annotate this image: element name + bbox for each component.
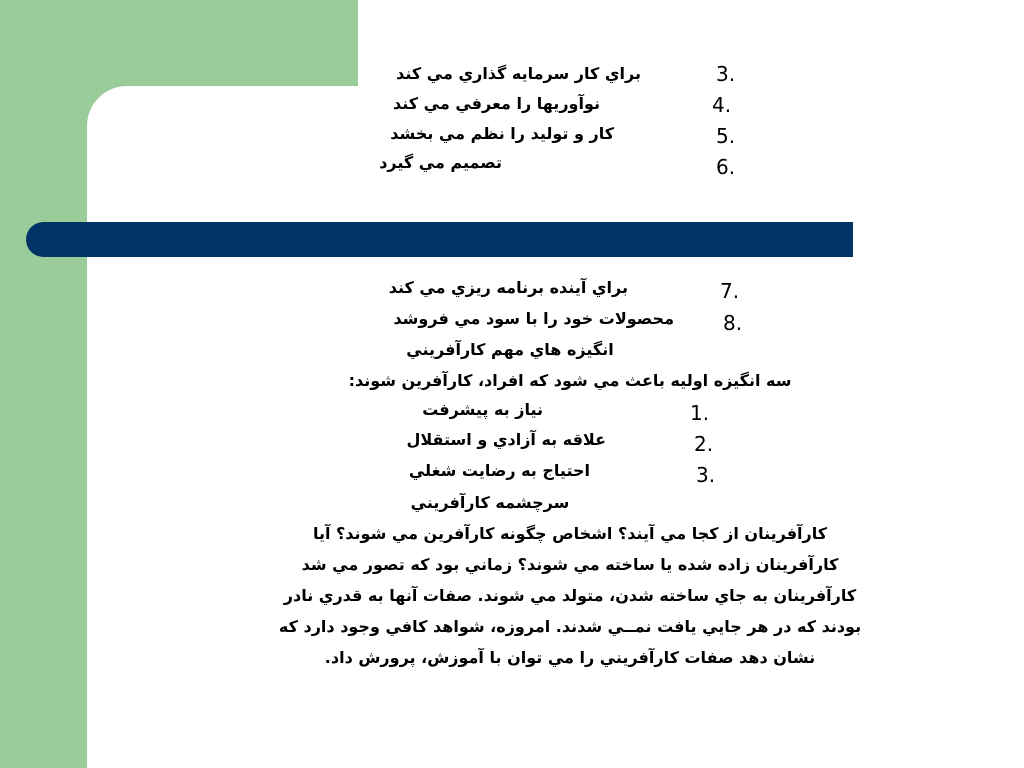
list-number: 6.: [716, 155, 736, 179]
list-number: 2.: [694, 432, 714, 456]
list-item: كار و توليد را نظم مي بخشد: [390, 124, 614, 143]
list-item: نياز به پيشرفت: [422, 400, 543, 419]
list-number: 5.: [716, 124, 736, 148]
list-number: 7.: [720, 279, 740, 303]
list-item: براي آينده برنامه ريزي مي كند: [388, 278, 628, 297]
heading-source: سرچشمه كارآفريني: [410, 493, 570, 512]
list-number: 3.: [696, 463, 716, 487]
list-number: 3.: [716, 62, 736, 86]
intro-text: سه انگيزه اوليه باعث مي شود كه افراد، كارآفرين شوند:: [348, 371, 792, 390]
list-item: محصولات خود را با سود مي فروشد: [393, 309, 674, 328]
divider-bar: [26, 222, 853, 257]
paragraph-line: نشان دهد صفات كارآفريني را مي توان با آموزش، پرورش داد.: [324, 648, 816, 667]
list-number: 8.: [723, 311, 743, 335]
list-item: تصميم مي گيرد: [379, 153, 502, 172]
list-number: 1.: [690, 401, 710, 425]
list-item: براي كار سرمايه گذاري مي كند: [396, 64, 641, 83]
list-item: علاقه به آزادي و استقلال: [406, 430, 606, 449]
green-sidebar-lower: [0, 256, 87, 768]
paragraph-line: بودند كه در هر جايي يافت نمــي شدند. امروزه، شواهد كافي وجود دارد كه: [278, 617, 862, 636]
list-item: نوآوريها را معرفي مي كند: [393, 94, 600, 113]
paragraph-line: كارآفرينان از كجا مي آيند؟ اشخاص چگونه كارآفرين مي شوند؟ آيا: [312, 524, 828, 543]
paragraph-line: كارآفرينان زاده شده يا ساخته مي شوند؟ زماني بود كه تصور مي شد: [301, 555, 839, 574]
heading-motivations: انگيزه هاي مهم كارآفريني: [406, 340, 614, 359]
list-item: احتياج به رضايت شغلي: [408, 461, 590, 480]
list-number: 4.: [712, 93, 732, 117]
paragraph-line: كارآفرينان به جاي ساخته شدن، متولد مي شوند. صفات آنها به قدري نادر: [283, 586, 857, 605]
